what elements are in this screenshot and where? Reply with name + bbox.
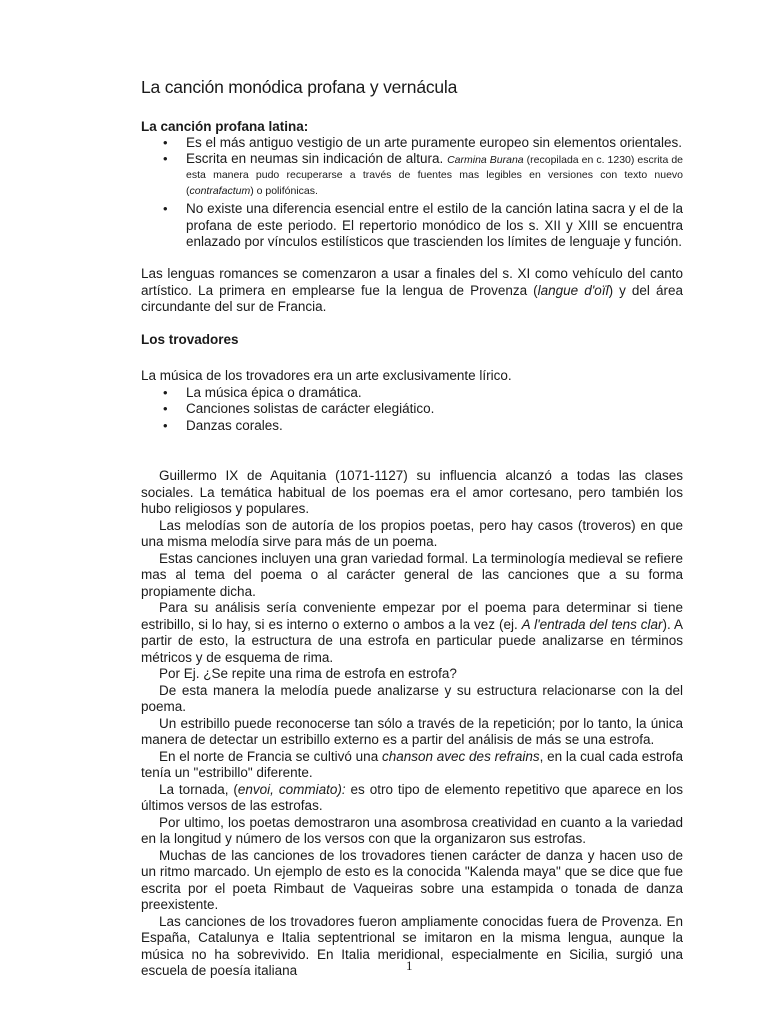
paragraph: Por ultimo, los poetas demostraron una asombrosa creatividad en cuanto a la variedad en la longitud y número de los versos con que la organizaron sus estrofas.	[141, 814, 683, 846]
latina-bullet-list	[141, 135, 683, 251]
trovadores-body	[141, 468, 683, 980]
bullet-item: • La música épica o dramática.	[141, 385, 683, 402]
intro-text: La música de los trovadores era un arte exclusivamente lírico.	[141, 368, 512, 383]
paragraph: En el norte de Francia se cultivó una chanson avec des refrains, en la cual cada estrofa tenía un "estribillo" diferente.	[141, 748, 683, 780]
paragraph: Por Ej. ¿Se repite una rima de estrofa en estrofa?	[159, 666, 457, 681]
trovadores-intro	[141, 368, 683, 434]
paragraph: Un estribillo puede reconocerse tan sólo a través de la repetición; por lo tanto, la única manera de detectar un estribillo externo es a partir del análisis de más se una estrofa.	[141, 715, 683, 747]
paragraph: De esta manera la melodía puede analizarse y su estructura relacionarse con la del poema.	[141, 682, 683, 714]
section-heading-trovadores: Los trovadores	[141, 332, 239, 347]
page-number: 1	[406, 958, 413, 973]
bullet-item: • Canciones solistas de carácter elegiático.	[141, 401, 683, 418]
paragraph: Muchas de las canciones de los trovadores tienen carácter de danza y hacen uso de un ritmo marcado. Un ejemplo de esto es la conocida "Kalenda maya" que se dice que fue escrita por el poeta Rimbaut de Vaqueiras sobre una estampida o tonada de danza preexistente.	[141, 847, 683, 912]
paragraph: Guillermo IX de Aquitania (1071-1127) su influencia alcanzó a todas las clases sociales. La temática habitual de los poemas era el amor cortesano, pero también los hubo religiosos y populares.	[141, 468, 683, 516]
bullet-item: • Es el más antiguo vestigio de un arte puramente europeo sin elementos orientales.	[141, 135, 683, 152]
paragraph-lenguas: Las lenguas romances se comenzaron a usar a finales del s. XI como vehículo del canto artístico. La primera en emplearse fue la lengua de Provenza (langue d'oïl) y del área circundante del sur de Francia.	[141, 266, 683, 315]
paragraph: Las canciones de los trovadores fueron ampliamente conocidas fuera de Provenza. En España, Catalunya e Italia septentrional se imitaron en la misma lengua, aunque la música no ha sobrevivido. En Italia meridional, especialmente en Sicilia, surgió una escuela de poesía italiana	[141, 913, 683, 978]
bullet-item: • Danzas corales.	[141, 418, 683, 435]
paragraph: Estas canciones incluyen una gran variedad formal. La terminología medieval se refiere mas al tema del poema o al carácter general de las canciones que a su forma propiamente dicha.	[141, 550, 683, 599]
paragraph: La tornada, (envoi, commiato): es otro tipo de elemento repetitivo que aparece en los últimos versos de las estrofas.	[141, 781, 683, 813]
page-title: La canción monódica profana y vernácula	[141, 77, 458, 97]
bullet-item: • No existe una diferencia esencial entre el estilo de la canción latina sacra y el de la profana de este periodo. El repertorio monódico de los s. XII y XIII se encuentra enlazado por vínculos estilísticos que trascienden los límites de lenguaje y función.	[141, 201, 683, 251]
paragraph: Para su análisis sería conveniente empezar por el poema para determinar si tiene estribillo, si lo hay, si es interno o externo o ambos a la vez (ej. A l'entrada del tens clar). A partir de esto, la estructura de una estrofa en particular puede analizarse en términos métricos y de esquema de rima.	[141, 600, 683, 665]
section-heading-latina: La canción profana latina:	[141, 119, 309, 134]
bullet-item: • Escrita en neumas sin indicación de altura. Carmina Burana (recopilada en c. 1230) escrita de esta manera pudo recuperarse a través de fuentes mas legibles en versiones con texto nuevo (contrafactum) o polifónicas.	[141, 152, 683, 199]
paragraph: Las melodías son de autoría de los propios poetas, pero hay casos (troveros) en que una misma melodía sirve para más de un poema.	[141, 517, 683, 549]
